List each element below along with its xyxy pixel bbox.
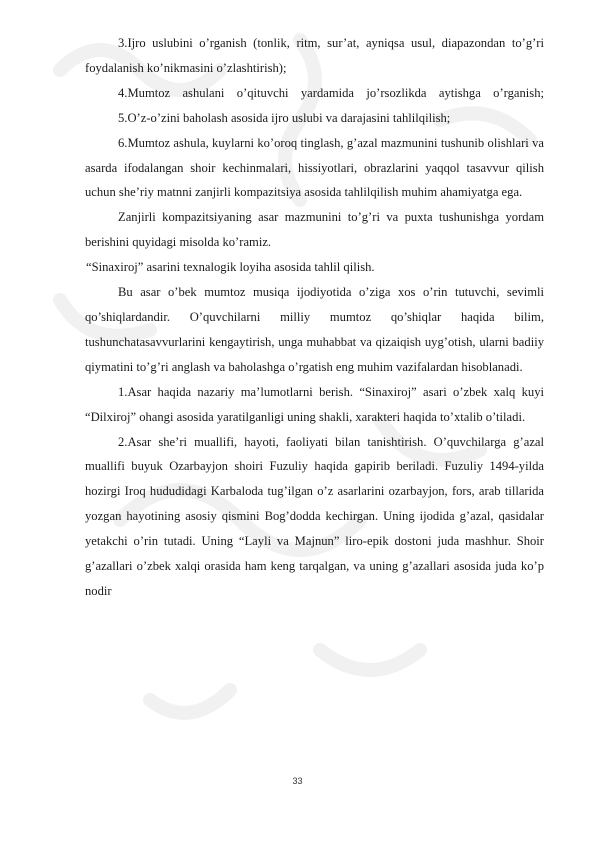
- paragraph-sinaxiroj-tahlil: “Sinaxiroj” asarini texnalogik loyiha asosida tahlil qilish.: [86, 260, 375, 275]
- paragraph-mumtoz-ashula-aytish: 4.Mumtoz ashulani o’qituvchi yardamida jo’rsozlikda aytishga o’rganish;: [118, 85, 544, 100]
- paragraph-bu-asar: Bu asar o’bek mumtoz musiqa ijodiyotida o’ziga xos o’rin tutuvchi, sevimli qo’shiqlardandir. O’quvchilarni milliy mumtoz qo’shiqlar haqida bilim, tushunchatasavvurlarini kengaytirish, unga muhabbat va qizaiqish uyg’otish, ularni badiiy qiymatini to’g’ri anglash va baholashga o’rgatish eng muhim vazifalardan hisoblanadi.: [85, 285, 544, 374]
- paragraph-fuzuliy: 2.Asar she’ri muallifi, hayoti, faoliyati bilan tanishtirish. O’quvchilarga g’azal muallifi buyuk Ozarbayjon shoiri Fuzuliy haqida gapirib beriladi. Fuzuliy 1494-yilda hozirgi Iroq hududidagi Karbaloda tug’ilgan o’z asarlarini ozarbayjon, fors, arab tillarida yozgan hayotining asosiy qismini Bog’dodda kechirgan. Uning ijodida g’azal, qasidalar yetakchi o’rin tutadi. Uning “Layli va Majnun” liro-epik dostoni juda mashhur. Shoir g’azallari o’zbek xalqi orasida ham keng tarqalgan, va uning g’azallari asosida juda ko’p nodir: [85, 434, 544, 598]
- document-body: [85, 31, 544, 604]
- paragraph-oz-ozini-baholash: 5.O’z-o’zini baholash asosida ijro uslubi va darajasini tahlilqilish;: [118, 110, 451, 125]
- paragraph-tinglash-tahlil: 6.Mumtoz ashula, kuylarni ko’oroq tinglash, g’azal mazmunini tushunib olishlari va asarda ifodalangan shoir kechinmalari, hissiyotlari, obrazlarini yaqqol tasavvur qilish uchun she’riy matnni zanjirli kompazitsiya asosida tahlilqilish muhim ahamiyatga ega.: [85, 135, 544, 200]
- paragraph-nazariy-malumot: 1.Asar haqida nazariy ma’lumotlarni berish. “Sinaxiroj” asari o’zbek xalq kuyi “Dilxiroj” ohangi asosida yaratilganligi uning shakli, xarakteri haqida to’xtalib o’tiladi.: [85, 384, 544, 424]
- paragraph-ijro-uslubi: 3.Ijro uslubini o’rganish (tonlik, ritm, sur’at, ayniqsa usul, diapazondan to’g’ri foydalanish ko’nikmasini o’zlashtirish);: [85, 36, 544, 75]
- paragraph-zanjirli-kompazitsiya: Zanjirli kompazitsiyaning asar mazmunini to’g’ri va puxta tushunishga yordam berishini quyidagi misolda ko’ramiz.: [85, 210, 544, 250]
- page-number: 33: [292, 776, 303, 786]
